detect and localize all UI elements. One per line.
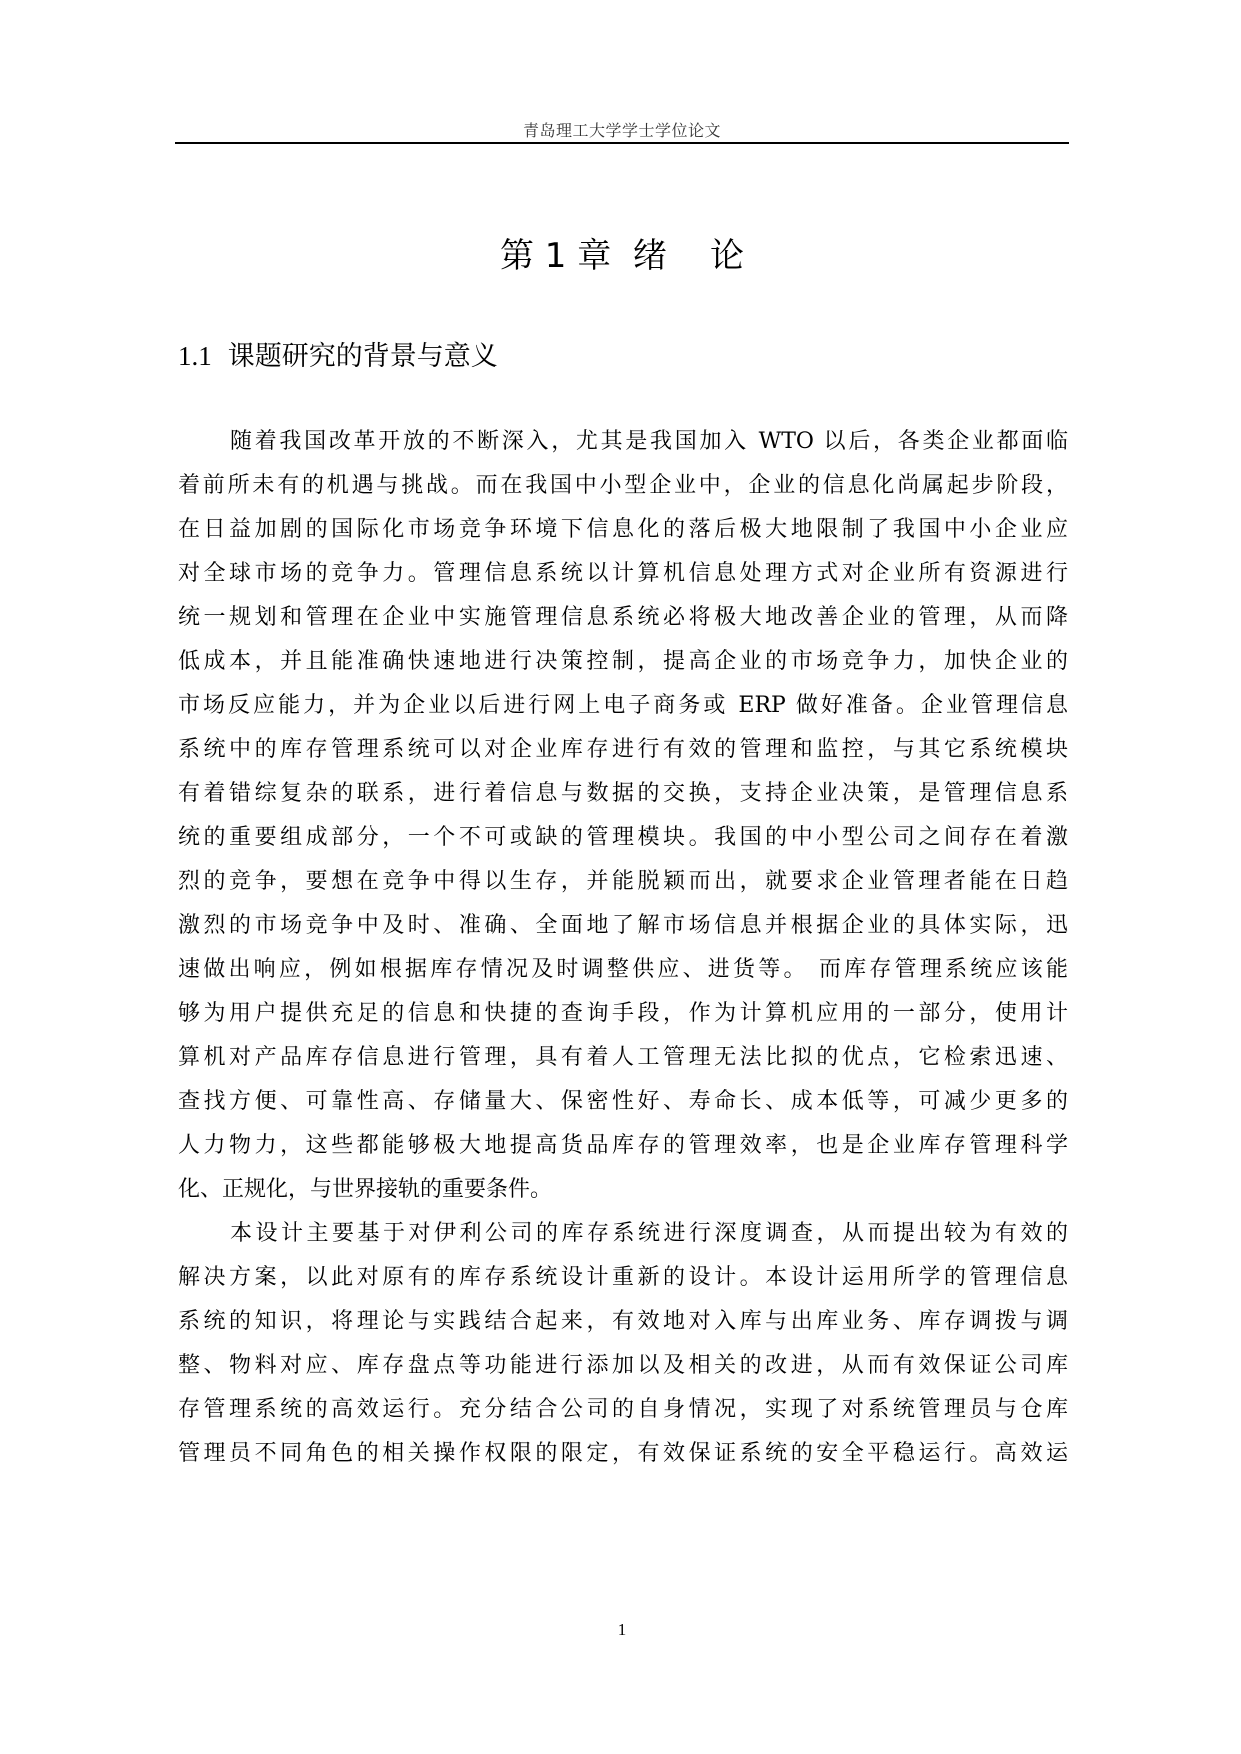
- section-title: 课题研究的背景与意义: [227, 341, 498, 372]
- body-line: 系统的知识，将理论与实践结合起来，有效地对入库与出库业务、库存调拨与调: [178, 1309, 1068, 1334]
- body-line: 着前所未有的机遇与挑战。而在我国中小型企业中，企业的信息化尚属起步阶段，: [178, 473, 1068, 498]
- body-line: 管理员不同角色的相关操作权限的限定，有效保证系统的安全平稳运行。高效运: [178, 1441, 1068, 1466]
- body-line: 对全球市场的竞争力。管理信息系统以计算机信息处理方式对企业所有资源进行: [178, 561, 1068, 586]
- body-line: 统一规划和管理在企业中实施管理信息系统必将极大地改善企业的管理，从而降: [178, 605, 1068, 630]
- section-heading: [178, 336, 498, 377]
- page-number: 1: [617, 1620, 627, 1639]
- body-line: 够为用户提供充足的信息和快捷的查询手段，作为计算机应用的一部分，使用计: [178, 1001, 1068, 1026]
- body-line: 有着错综复杂的联系，进行着信息与数据的交换，支持企业决策，是管理信息系: [178, 781, 1068, 806]
- header-rule: [175, 142, 1069, 144]
- body-line: 解决方案，以此对原有的库存系统设计重新的设计。本设计运用所学的管理信息: [178, 1265, 1068, 1290]
- body-line: 市场反应能力，并为企业以后进行网上电子商务或 ERP 做好准备。企业管理信息: [178, 693, 1068, 718]
- body-line: 化、正规化，与世界接轨的重要条件。: [178, 1177, 553, 1202]
- body-line: 人力物力，这些都能够极大地提高货品库存的管理效率，也是企业库存管理科学: [178, 1133, 1068, 1158]
- section-number: 1.1: [178, 341, 212, 371]
- running-header: 青岛理工大学学士学位论文: [522, 123, 721, 140]
- body-line: 随着我国改革开放的不断深入，尤其是我国加入 WTO 以后，各类企业都面临: [230, 429, 1068, 454]
- body-line: 整、物料对应、库存盘点等功能进行添加以及相关的改进，从而有效保证公司库: [178, 1353, 1068, 1378]
- body-text: [178, 420, 1068, 1476]
- body-line: 存管理系统的高效运行。充分结合公司的自身情况，实现了对系统管理员与仓库: [178, 1397, 1068, 1422]
- body-line: 查找方便、可靠性高、存储量大、保密性好、寿命长、成本低等，可减少更多的: [178, 1089, 1068, 1114]
- body-line: 烈的竞争，要想在竞争中得以生存，并能脱颖而出，就要求企业管理者能在日趋: [178, 869, 1068, 894]
- body-line: 在日益加剧的国际化市场竞争环境下信息化的落后极大地限制了我国中小企业应: [178, 517, 1068, 542]
- body-line: 本设计主要基于对伊利公司的库存系统进行深度调查，从而提出较为有效的: [230, 1221, 1068, 1246]
- body-line: 算机对产品库存信息进行管理，具有着人工管理无法比拟的优点，它检索迅速、: [178, 1045, 1068, 1070]
- body-line: 低成本，并且能准确快速地进行决策控制，提高企业的市场竞争力，加快企业的: [178, 649, 1068, 674]
- body-line: 速做出响应，例如根据库存情况及时调整供应、进货等。 而库存管理系统应该能: [178, 957, 1068, 982]
- body-line: 系统中的库存管理系统可以对企业库存进行有效的管理和监控，与其它系统模块: [178, 737, 1068, 762]
- chapter-title: 第 1 章 绪 论: [499, 236, 745, 276]
- body-line: 统的重要组成部分，一个不可或缺的管理模块。我国的中小型公司之间存在着激: [178, 825, 1068, 850]
- body-line: 激烈的市场竞争中及时、准确、全面地了解市场信息并根据企业的具体实际，迅: [178, 913, 1068, 938]
